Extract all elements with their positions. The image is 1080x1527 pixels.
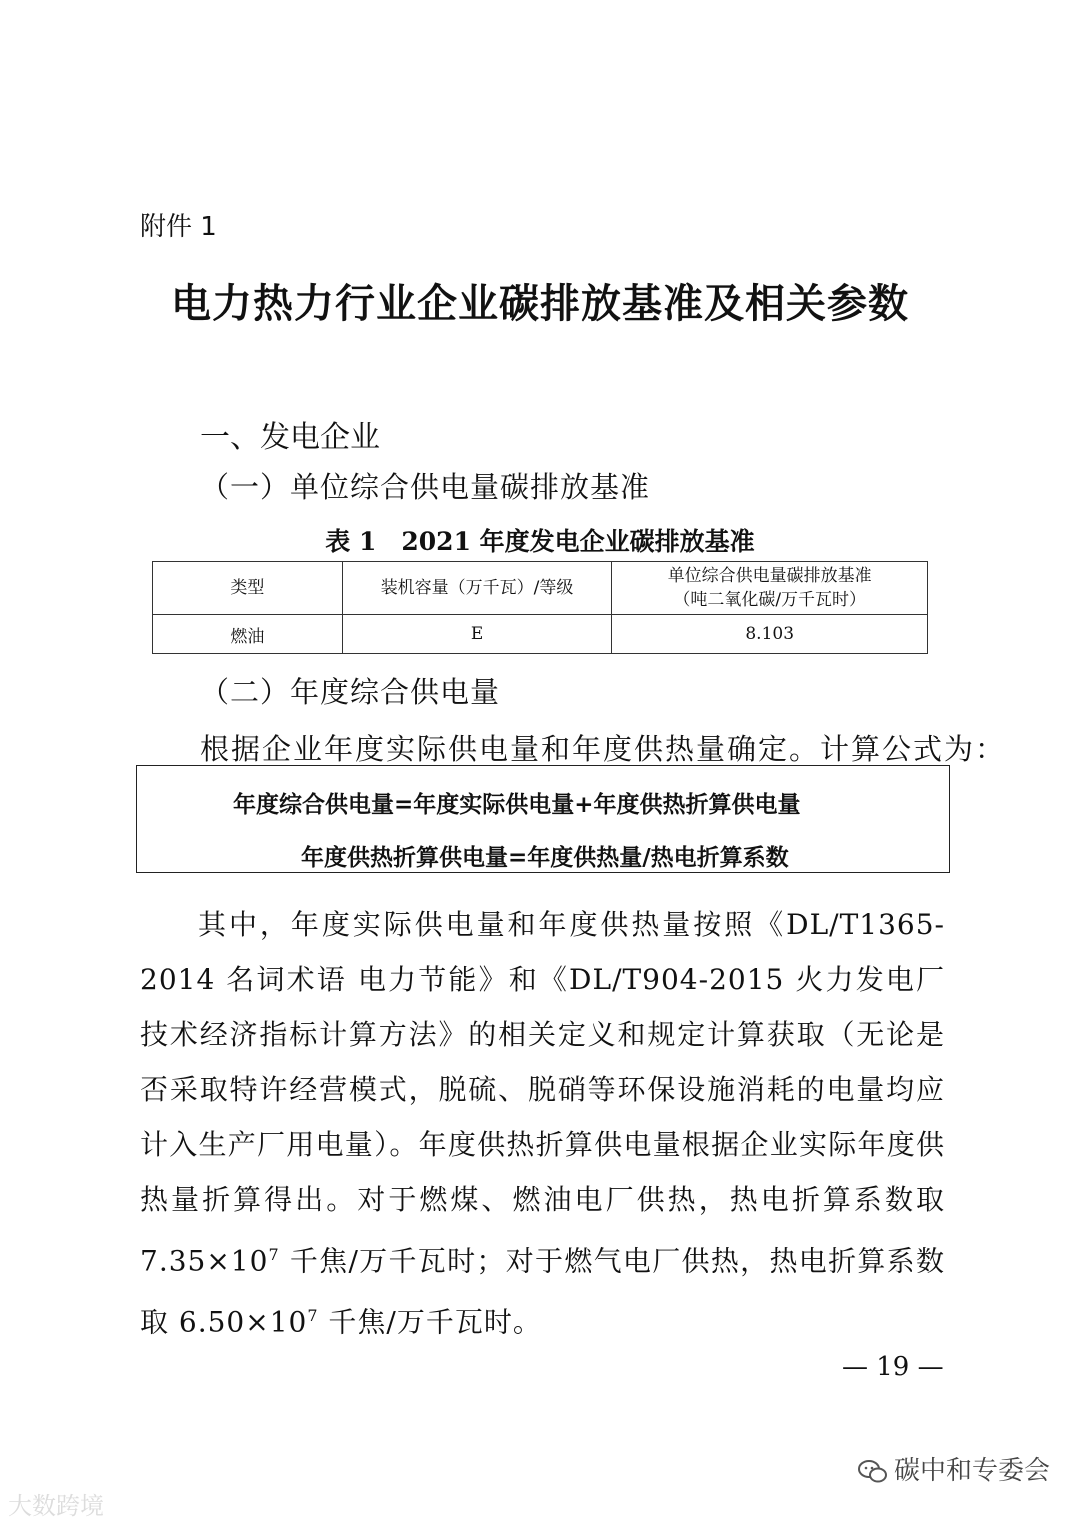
cell-benchmark: 8.103 bbox=[612, 615, 928, 654]
attachment-label: 附件 1 bbox=[140, 212, 217, 242]
header-capacity: 装机容量（万千瓦）/等级 bbox=[342, 562, 612, 615]
body-paragraph bbox=[140, 897, 945, 1350]
exponent-2: 7 bbox=[307, 1306, 319, 1326]
benchmark-table bbox=[152, 561, 928, 654]
watermark-right bbox=[858, 1450, 1050, 1487]
table-caption: 表 1 2021 年度发电企业碳排放基准 bbox=[325, 527, 755, 556]
document-title: 电力热力行业企业碳排放基准及相关参数 bbox=[171, 281, 909, 327]
subsection-heading: （一）单位综合供电量碳排放基准 bbox=[200, 470, 651, 504]
cell-type: 燃油 bbox=[153, 615, 343, 654]
header-type: 类型 bbox=[153, 562, 343, 615]
body-text-2: 千焦/万千瓦时；对于燃气电厂供热，热电折算系数取 6.50×10 bbox=[140, 1244, 945, 1339]
page-number: — 19 — bbox=[842, 1352, 944, 1382]
formula-line-1: 年度综合供电量=年度实际供电量+年度供热折算供电量 bbox=[233, 792, 801, 818]
watermark-right-label: 碳中和专委会 bbox=[894, 1456, 1051, 1486]
header-benchmark-line1: 单位综合供电量碳排放基准 bbox=[667, 566, 872, 586]
cell-capacity: E bbox=[342, 615, 612, 654]
exponent-1: 7 bbox=[268, 1245, 280, 1264]
intro-text: 根据企业年度实际供电量和年度供热量确定。计算公式为： bbox=[200, 732, 1007, 766]
header-benchmark bbox=[612, 562, 928, 615]
wechat-icon bbox=[858, 1459, 888, 1485]
section-heading: 一、发电企业 bbox=[200, 420, 380, 455]
subsection-heading-2: （二）年度综合供电量 bbox=[200, 675, 501, 709]
formula-box bbox=[136, 765, 950, 873]
body-text-3: 千焦/万千瓦时。 bbox=[318, 1305, 542, 1339]
body-text-1: 其中，年度实际供电量和年度供热量按照《DL/T1365-2014 名词术语 电力节能》和《DL/T904-2015 火力发电厂技术经济指标计算方法》的相关定义和规定计算获取（无论是否采取特许经营模式，脱硫、脱硝等环保设施消耗的电量均应计入生产厂用电量）。年度供热折算供电量根据企业实际年度供热量折算得出。对于燃煤、燃油电厂供热，热电折算系数取 7.35×10 bbox=[140, 908, 945, 1278]
watermark-left: 大数跨境 bbox=[8, 1492, 104, 1520]
table-row bbox=[153, 615, 928, 654]
formula-line-2: 年度供热折算供电量=年度供热量/热电折算系数 bbox=[301, 845, 789, 871]
header-benchmark-line2: （吨二氧化碳/万千瓦时） bbox=[673, 590, 867, 610]
table-header-row bbox=[153, 562, 928, 615]
